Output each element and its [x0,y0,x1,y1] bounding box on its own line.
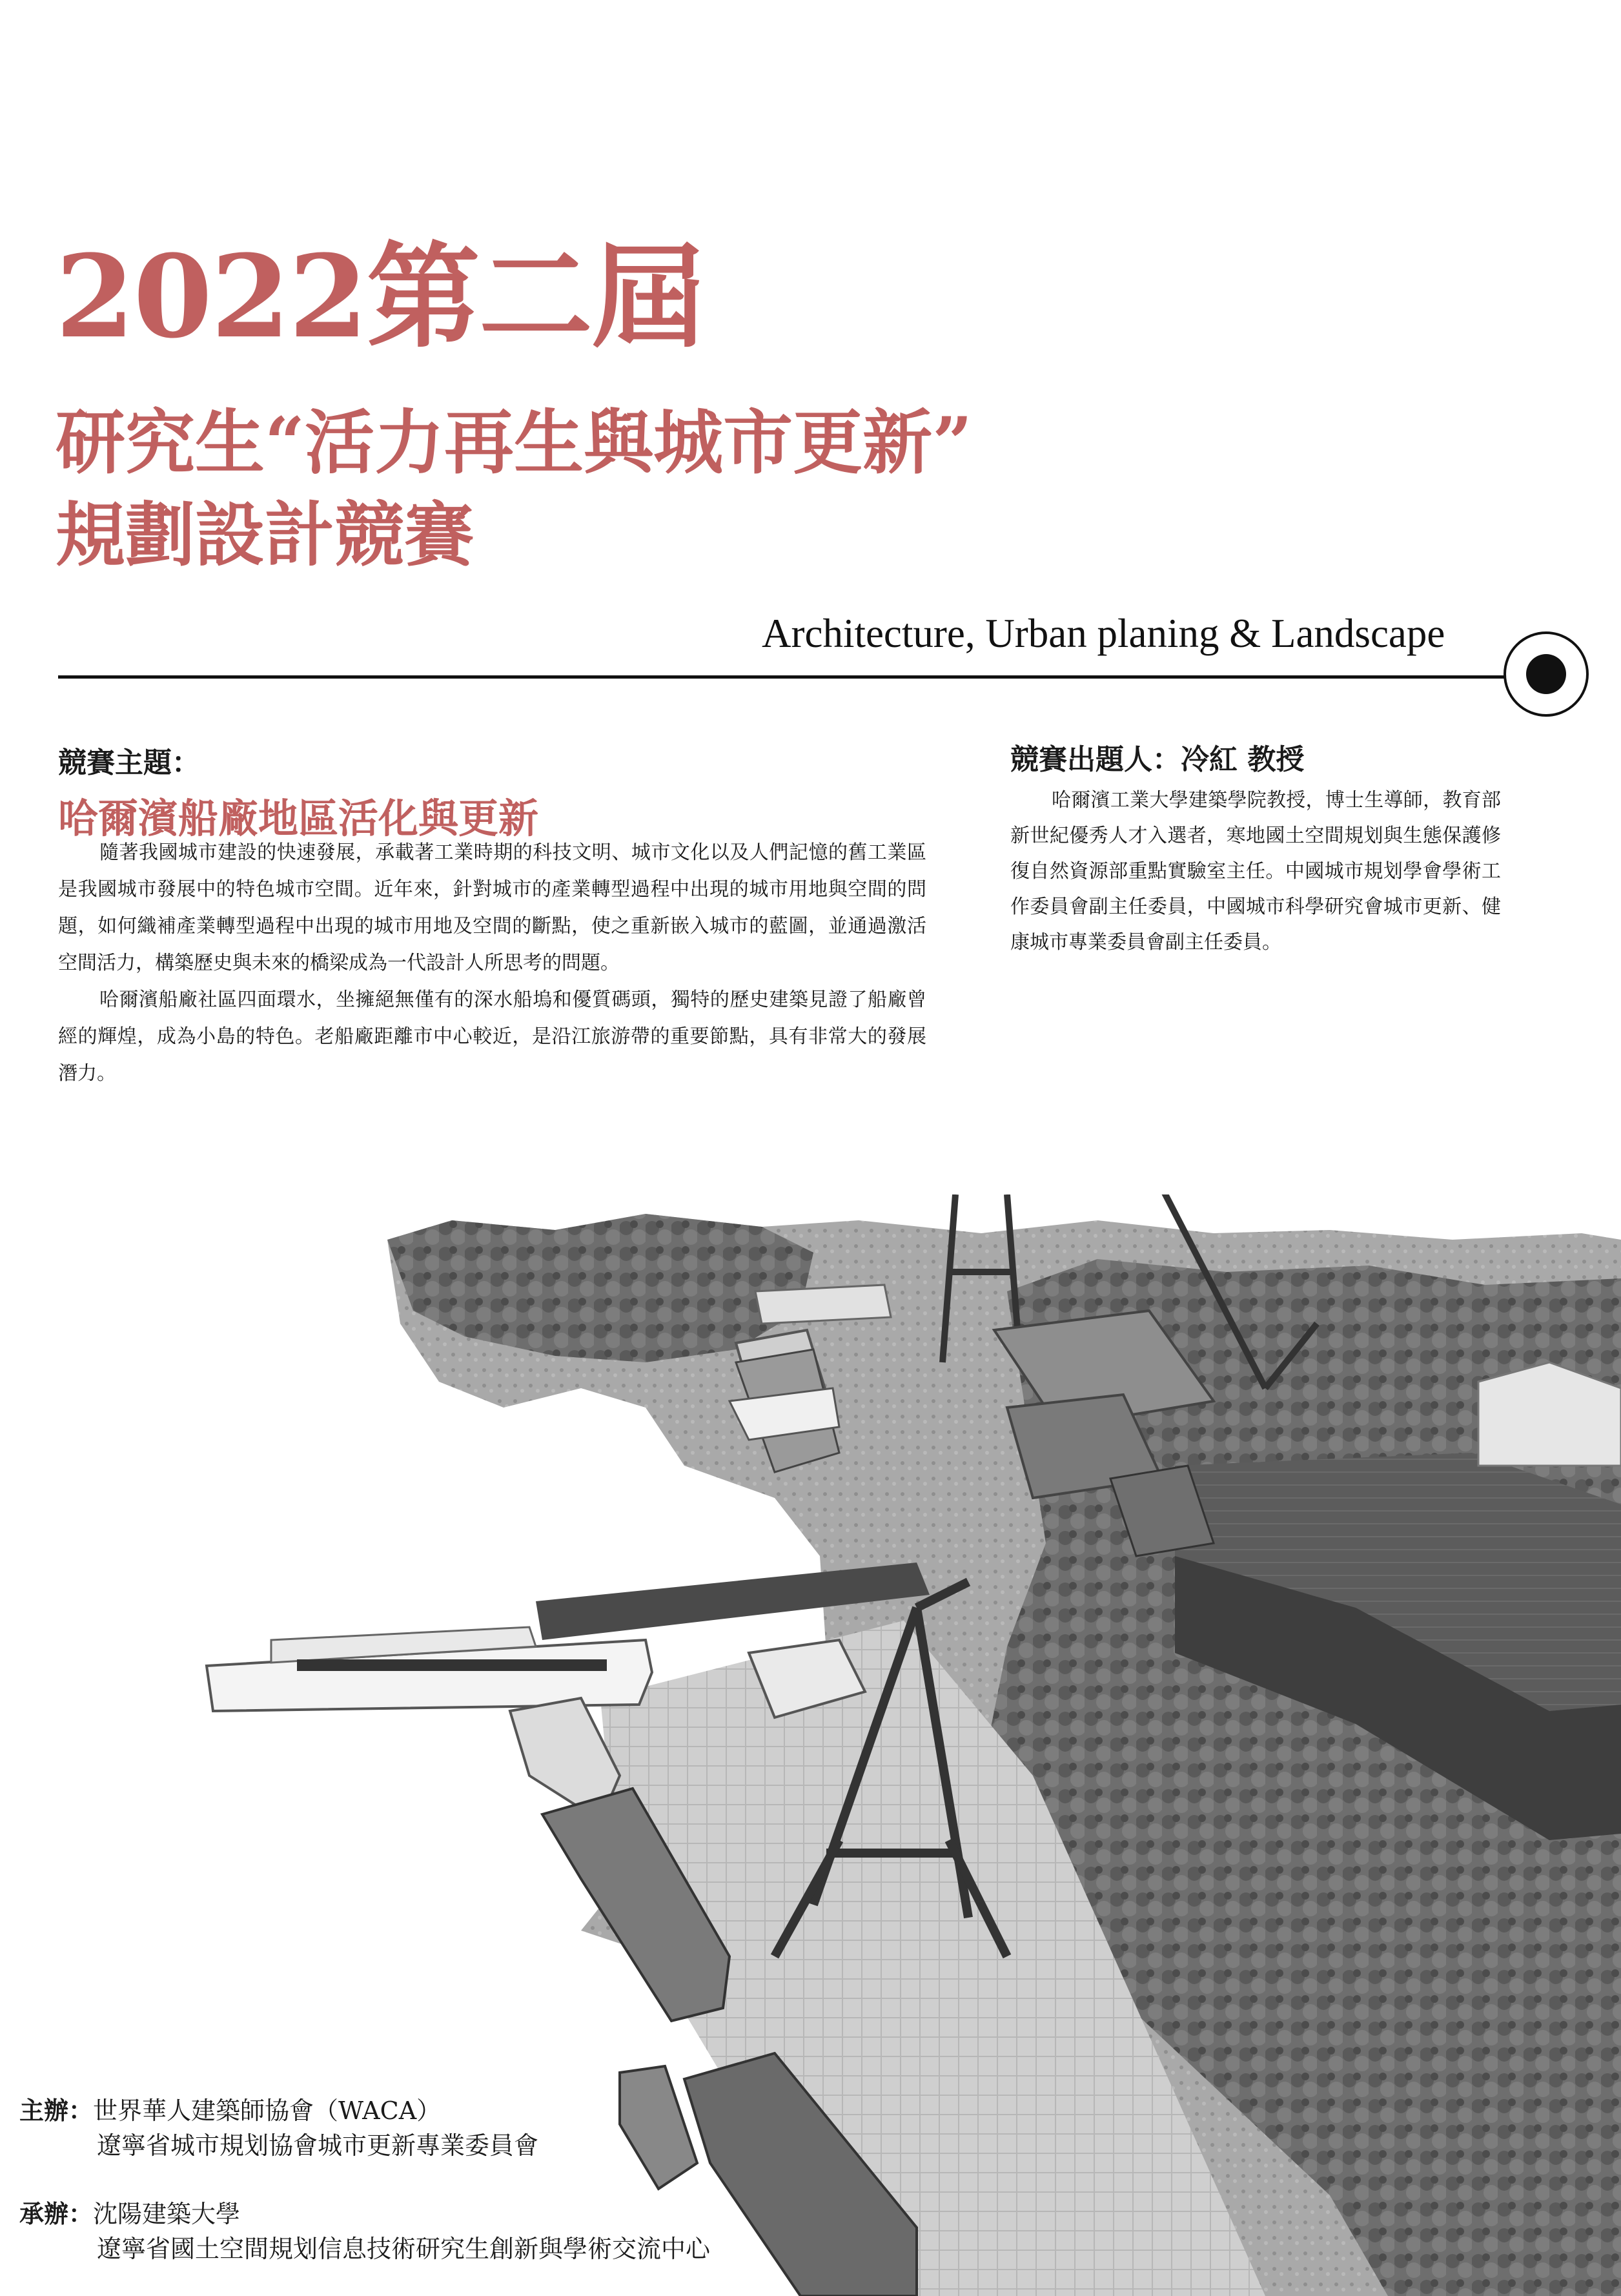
theme-paragraph-1: 隨著我國城市建設的快速發展，承載著工業時期的科技文明、城市文化以及人們記憶的舊工業區是我國城市發展中的特色城市空間。近年來，針對城市的產業轉型過程中出現的城市用地與空間的問題，如何織補產業轉型過程中出現的城市用地及空間的斷點，使之重新嵌入城市的藍圖，並通過激活空間活力，構築歷史與未來的橋梁成為一代設計人所思考的問題。 [58,841,926,974]
competition-subtitle [56,397,972,581]
co-line-1: 沈陽建築大學 [93,2200,241,2228]
host-label: 主辦： [19,2096,94,2125]
subtitle-line-1: 研究生“活力再生與城市更新” [56,402,973,484]
host-organizers [19,2093,538,2163]
passenger-ship [207,1627,652,1711]
co-organizers [19,2197,710,2266]
theme-paragraph-2: 哈爾濱船廠社區四面環水，坐擁絕無僅有的深水船塢和優質碼頭，獨特的歷史建築見證了船廠曾經的輝煌，成為小島的特色。老船廠距離市中心較近，是沿江旅游帶的重要節點，具有非常大的發展潛力。 [58,989,926,1085]
author-label: 競賽出題人：冷紅 教授 [1010,743,1305,776]
theme-title: 哈爾濱船廠地區活化與更新 [58,795,539,842]
header-divider [58,675,1511,679]
host-line-2: 遼寧省城市規划協會城市更新專業委員會 [97,2131,539,2160]
theme-description [58,834,926,1092]
co-line-2: 遼寧省國土空間規划信息技術研究生創新與學術交流中心 [97,2235,711,2263]
author-bio: 哈爾濱工業大學建築學院教授，博士生導師，教育部新世紀優秀人才入選者，寒地國土空間規划與生態保護修復自然資源部重點實驗室主任。中國城市規划學會學術工作委員會副主任委員，中國城市科學研究會城市更新、健康城市專業委員會副主任委員。 [1010,789,1501,954]
english-tagline: Architecture, Urban planing & Landscape [762,611,1445,656]
shed-roof [755,1285,891,1324]
theme-label: 競賽主題： [58,746,200,779]
host-line-1: 世界華人建築師協會（WACA） [93,2096,442,2125]
co-label: 承辦： [19,2199,94,2228]
circle-dot-icon [1504,631,1589,717]
competition-year-title: 2022第二屆 [56,230,704,364]
subtitle-line-2: 規劃設計競賽 [56,494,474,576]
